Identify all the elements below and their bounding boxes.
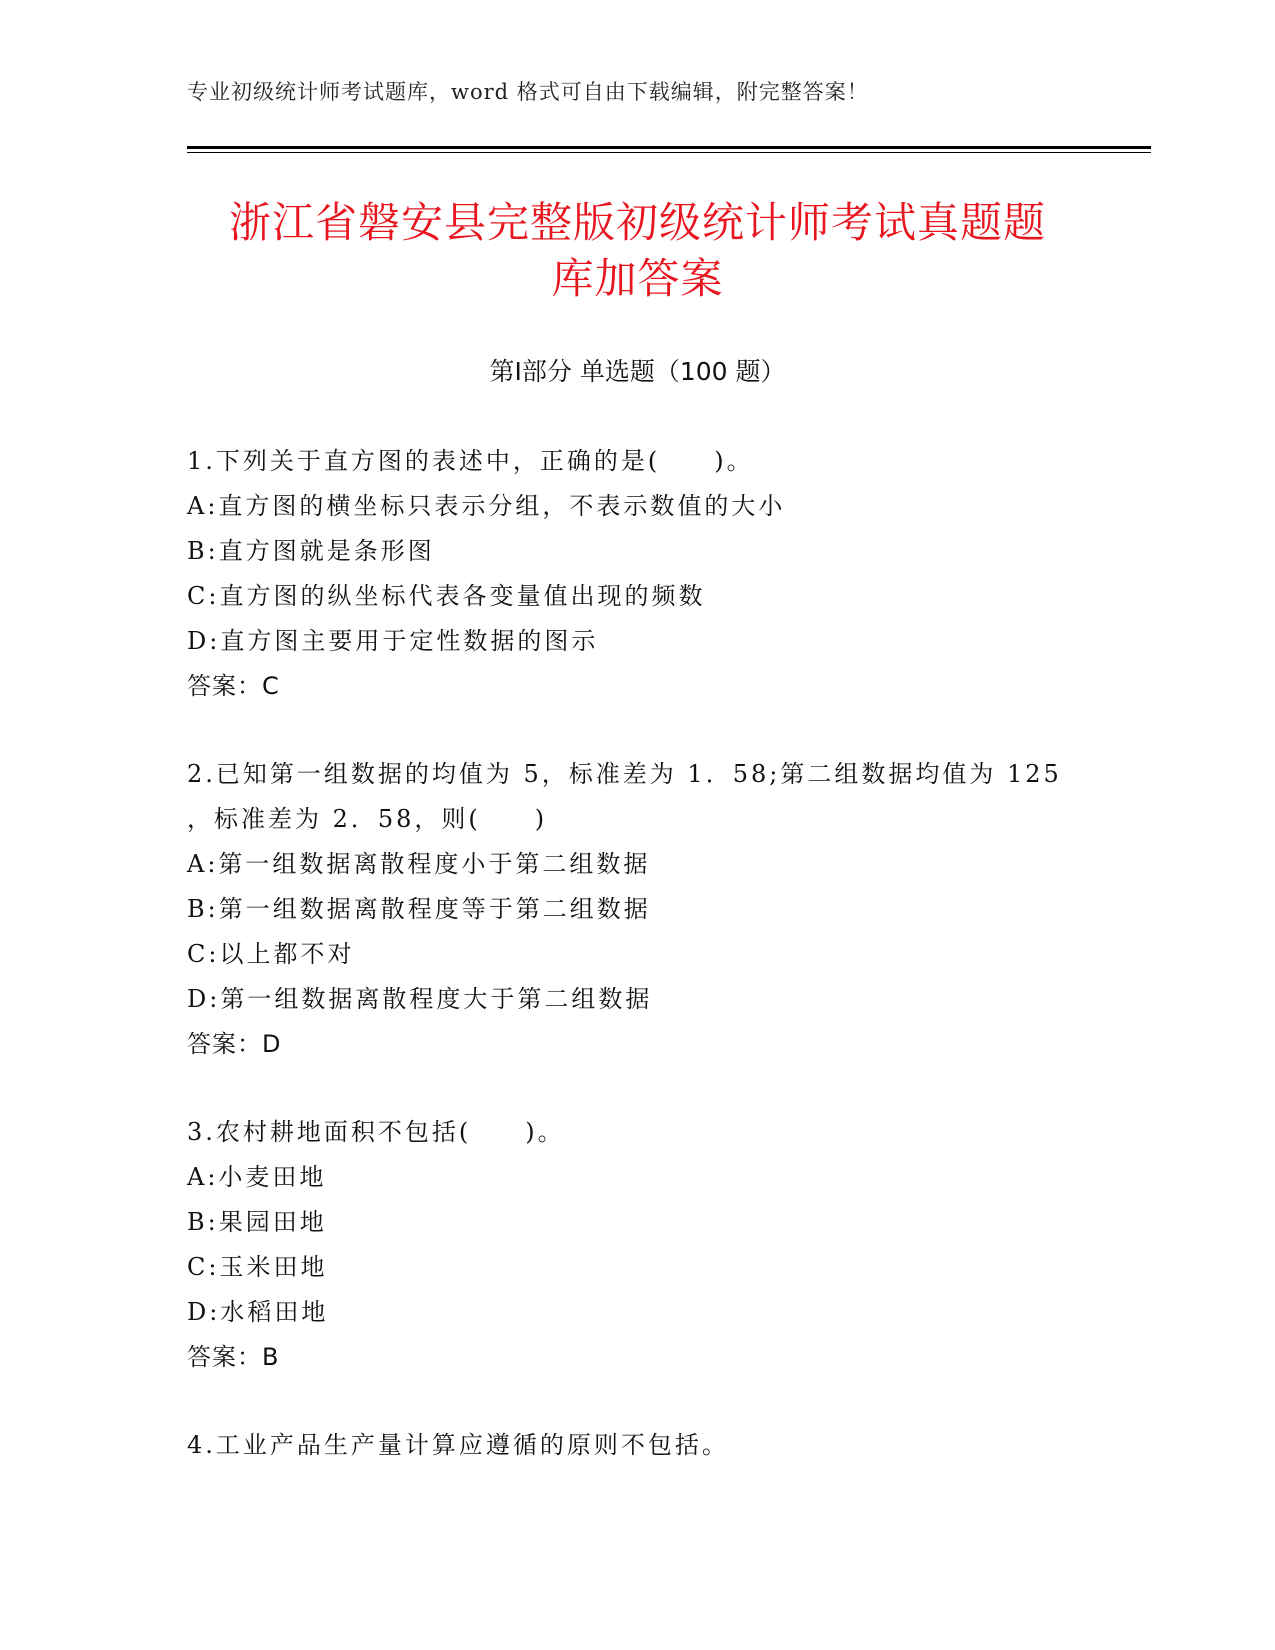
answer: 答案：D xyxy=(187,1030,282,1058)
question-stem: 3.农村耕地面积不包括( )。 xyxy=(187,1118,565,1146)
option-c: C:以上都不对 xyxy=(187,940,355,968)
option-b: B:第一组数据离散程度等于第二组数据 xyxy=(187,895,651,923)
option-a: A:第一组数据离散程度小于第二组数据 xyxy=(187,850,651,878)
header-divider-thick xyxy=(187,146,1151,149)
document-title-line-2: 库加答案 xyxy=(551,254,724,303)
option-d: D:直方图主要用于定性数据的图示 xyxy=(187,627,599,655)
option-c: C:直方图的纵坐标代表各变量值出现的频数 xyxy=(187,582,706,610)
answer: 答案：B xyxy=(187,1343,280,1371)
question-4 xyxy=(187,1423,1087,1468)
option-a: A:直方图的横坐标只表示分组，不表示数值的大小 xyxy=(187,492,786,520)
option-b: B:果园田地 xyxy=(187,1208,327,1236)
question-stem: 1.下列关于直方图的表述中，正确的是( )。 xyxy=(187,447,754,475)
option-d: D:第一组数据离散程度大于第二组数据 xyxy=(187,985,653,1013)
question-3 xyxy=(187,1110,1087,1380)
question-stem: 2.已知第一组数据的均值为 5，标准差为 1．58;第二组数据均值为 125 xyxy=(187,760,1062,788)
question-stem-continued: ，标准差为 2．58，则( ) xyxy=(187,805,548,833)
header-divider-thin xyxy=(187,152,1151,153)
document-title-line-1: 浙江省磐安县完整版初级统计师考试真题题 xyxy=(228,198,1046,247)
option-c: C:玉米田地 xyxy=(187,1253,328,1281)
document-title xyxy=(150,195,1125,307)
question-list xyxy=(187,439,1087,1511)
option-d: D:水稻田地 xyxy=(187,1298,329,1326)
question-2 xyxy=(187,752,1087,1067)
option-a: A:小麦田地 xyxy=(187,1163,327,1191)
answer: 答案：C xyxy=(187,672,280,700)
section-title: 第Ⅰ部分 单选题（100 题） xyxy=(489,357,786,386)
question-1 xyxy=(187,439,1087,709)
question-stem: 4.工业产品生产量计算应遵循的原则不包括。 xyxy=(187,1431,729,1459)
header-note: 专业初级统计师考试题库，word 格式可自由下载编辑，附完整答案！ xyxy=(187,80,869,104)
option-b: B:直方图就是条形图 xyxy=(187,537,435,565)
